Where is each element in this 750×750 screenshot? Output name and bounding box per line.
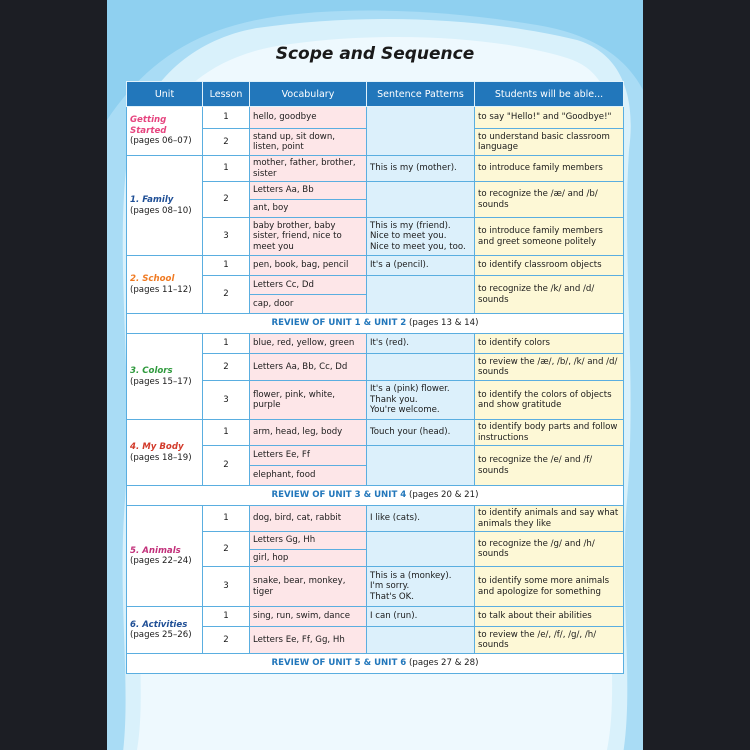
- students-cell: to talk about their abilities: [475, 607, 624, 627]
- table-row: [127, 334, 624, 354]
- pattern-line: Nice to meet you.: [370, 231, 447, 242]
- unit-pages: (pages 06–07): [130, 136, 192, 147]
- review-cell: [127, 314, 624, 334]
- pattern-line: I'm sorry.: [370, 581, 410, 592]
- review-pages: (pages 27 & 28): [409, 658, 479, 669]
- vocabulary-cell: Letters Gg, Hh: [250, 532, 367, 550]
- unit-cell-colors: [127, 334, 203, 420]
- unit-cell-activities: [127, 607, 203, 654]
- vocabulary-cell: Letters Aa, Bb: [250, 182, 367, 200]
- students-cell: to recognize the /g/ and /h/ sounds: [475, 532, 624, 567]
- unit-pages: (pages 25–26): [130, 630, 192, 640]
- unit-pages: (pages 22–24): [130, 556, 192, 566]
- unit-name: 6. Activities: [130, 619, 188, 630]
- students-cell: to review the /æ/, /b/, /k/ and /d/ sounds: [475, 354, 624, 381]
- students-cell: to recognize the /æ/ and /b/ sounds: [475, 182, 624, 218]
- students-cell: to review the /e/, /f/, /g/, /h/ sounds: [475, 627, 624, 654]
- scope-sequence-page: [107, 0, 643, 750]
- pattern-cell: [367, 107, 475, 156]
- students-cell: to recognize the /k/ and /d/ sounds: [475, 276, 624, 314]
- review-label: REVIEW OF UNIT 3 & UNIT 4: [271, 490, 407, 501]
- vocabulary-cell: ant, boy: [250, 200, 367, 218]
- lesson-number: 1: [203, 107, 250, 129]
- review-label: REVIEW OF UNIT 5 & UNIT 6: [271, 658, 407, 669]
- unit-name: 5. Animals: [130, 545, 181, 556]
- students-cell: to understand basic classroom language: [475, 129, 624, 156]
- vocabulary-cell: sing, run, swim, dance: [250, 607, 367, 627]
- unit-cell-animals: [127, 506, 203, 607]
- vocabulary-cell: hello, goodbye: [250, 107, 367, 129]
- review-pages: (pages 20 & 21): [409, 490, 479, 501]
- pattern-line: Nice to meet you, too.: [370, 241, 466, 252]
- review-row: [127, 654, 624, 674]
- students-cell: to say "Hello!" and "Goodbye!": [475, 107, 624, 129]
- review-row: [127, 314, 624, 334]
- pattern-line: It's a (pink) flower.: [370, 384, 450, 395]
- unit-cell-getting-started: [127, 107, 203, 156]
- lesson-number: 3: [203, 567, 250, 607]
- lesson-number: 1: [203, 256, 250, 276]
- table-row: [127, 607, 624, 627]
- review-pages: (pages 13 & 14): [409, 318, 479, 329]
- table-row: [127, 256, 624, 276]
- vocabulary-cell: Letters Aa, Bb, Cc, Dd: [250, 354, 367, 381]
- unit-cell-family: [127, 156, 203, 256]
- table-row: [127, 107, 624, 129]
- pattern-cell: [367, 218, 475, 256]
- review-label: REVIEW OF UNIT 1 & UNIT 2: [271, 318, 407, 329]
- review-row: [127, 486, 624, 506]
- pattern-cell: I like (cats).: [367, 506, 475, 532]
- unit-pages: (pages 18–19): [130, 452, 192, 463]
- table-header-row: [127, 82, 624, 107]
- table-row: [127, 506, 624, 532]
- unit-name: 3. Colors: [130, 366, 173, 376]
- students-cell: to recognize the /e/ and /f/ sounds: [475, 446, 624, 486]
- vocabulary-cell: elephant, food: [250, 466, 367, 486]
- pattern-line: You're welcome.: [370, 405, 440, 416]
- unit-cell-school: [127, 256, 203, 314]
- pattern-cell: I can (run).: [367, 607, 475, 627]
- vocabulary-cell: dog, bird, cat, rabbit: [250, 506, 367, 532]
- lesson-number: 3: [203, 381, 250, 420]
- unit-name: 1. Family: [130, 195, 174, 205]
- review-cell: [127, 486, 624, 506]
- students-cell: to introduce family members: [475, 156, 624, 182]
- lesson-number: 1: [203, 420, 250, 446]
- pattern-cell: [367, 627, 475, 654]
- header-lesson: Lesson: [203, 82, 250, 107]
- pattern-line: That's OK.: [370, 591, 415, 602]
- lesson-number: 3: [203, 218, 250, 256]
- students-cell: to identify some more animals and apologize for something: [475, 567, 624, 607]
- vocabulary-cell: baby brother, baby sister, friend, nice to meet you: [250, 218, 367, 256]
- vocabulary-cell: Letters Cc, Dd: [250, 276, 367, 295]
- lesson-number: 2: [203, 276, 250, 314]
- unit-cell-my-body: [127, 420, 203, 486]
- vocabulary-cell: blue, red, yellow, green: [250, 334, 367, 354]
- pattern-line: This is my (friend).: [370, 220, 451, 231]
- vocabulary-cell: pen, book, bag, pencil: [250, 256, 367, 276]
- pattern-cell: [367, 182, 475, 218]
- header-unit: Unit: [127, 82, 203, 107]
- header-vocabulary: Vocabulary: [250, 82, 367, 107]
- lesson-number: 2: [203, 446, 250, 486]
- pattern-cell: It's (red).: [367, 334, 475, 354]
- pattern-line: This is a (monkey).: [370, 570, 452, 581]
- students-cell: to introduce family members and greet someone politely: [475, 218, 624, 256]
- pattern-cell: Touch your (head).: [367, 420, 475, 446]
- pattern-cell: It's a (pencil).: [367, 256, 475, 276]
- unit-pages: (pages 11–12): [130, 284, 192, 295]
- scope-table: [126, 81, 624, 674]
- lesson-number: 2: [203, 354, 250, 381]
- vocabulary-cell: girl, hop: [250, 550, 367, 567]
- pattern-cell: [367, 532, 475, 567]
- vocabulary-cell: Letters Ee, Ff, Gg, Hh: [250, 627, 367, 654]
- review-cell: [127, 654, 624, 674]
- pattern-cell: This is my (mother).: [367, 156, 475, 182]
- lesson-number: 2: [203, 182, 250, 218]
- lesson-number: 1: [203, 334, 250, 354]
- students-cell: to identify animals and say what animals they like: [475, 506, 624, 532]
- unit-name: 2. School: [130, 274, 175, 284]
- unit-name: Getting Started: [130, 115, 167, 136]
- pattern-cell: [367, 567, 475, 607]
- pattern-cell: [367, 276, 475, 314]
- lesson-number: 2: [203, 129, 250, 156]
- vocabulary-cell: stand up, sit down, listen, point: [250, 129, 367, 156]
- pattern-cell: [367, 381, 475, 420]
- header-students: Students will be able...: [475, 82, 624, 107]
- vocabulary-cell: arm, head, leg, body: [250, 420, 367, 446]
- students-cell: to identify the colors of objects and show gratitude: [475, 381, 624, 420]
- students-cell: to identify classroom objects: [475, 256, 624, 276]
- unit-pages: (pages 08–10): [130, 205, 192, 216]
- lesson-number: 2: [203, 532, 250, 567]
- vocabulary-cell: cap, door: [250, 295, 367, 314]
- vocabulary-cell: snake, bear, monkey, tiger: [250, 567, 367, 607]
- lesson-number: 1: [203, 156, 250, 182]
- lesson-number: 1: [203, 506, 250, 532]
- unit-name: 4. My Body: [130, 442, 184, 452]
- students-cell: to identify colors: [475, 334, 624, 354]
- vocabulary-cell: Letters Ee, Ff: [250, 446, 367, 466]
- pattern-cell: [367, 354, 475, 381]
- table-row: [127, 156, 624, 182]
- table-row: [127, 420, 624, 446]
- lesson-number: 1: [203, 607, 250, 627]
- unit-pages: (pages 15–17): [130, 376, 192, 387]
- students-cell: to identify body parts and follow instructions: [475, 420, 624, 446]
- vocabulary-cell: flower, pink, white, purple: [250, 381, 367, 420]
- pattern-cell: [367, 446, 475, 486]
- lesson-number: 2: [203, 627, 250, 654]
- pattern-line: Thank you.: [370, 394, 418, 405]
- page-title: Scope and Sequence: [275, 44, 475, 64]
- header-sentence-patterns: Sentence Patterns: [367, 82, 475, 107]
- vocabulary-cell: mother, father, brother, sister: [250, 156, 367, 182]
